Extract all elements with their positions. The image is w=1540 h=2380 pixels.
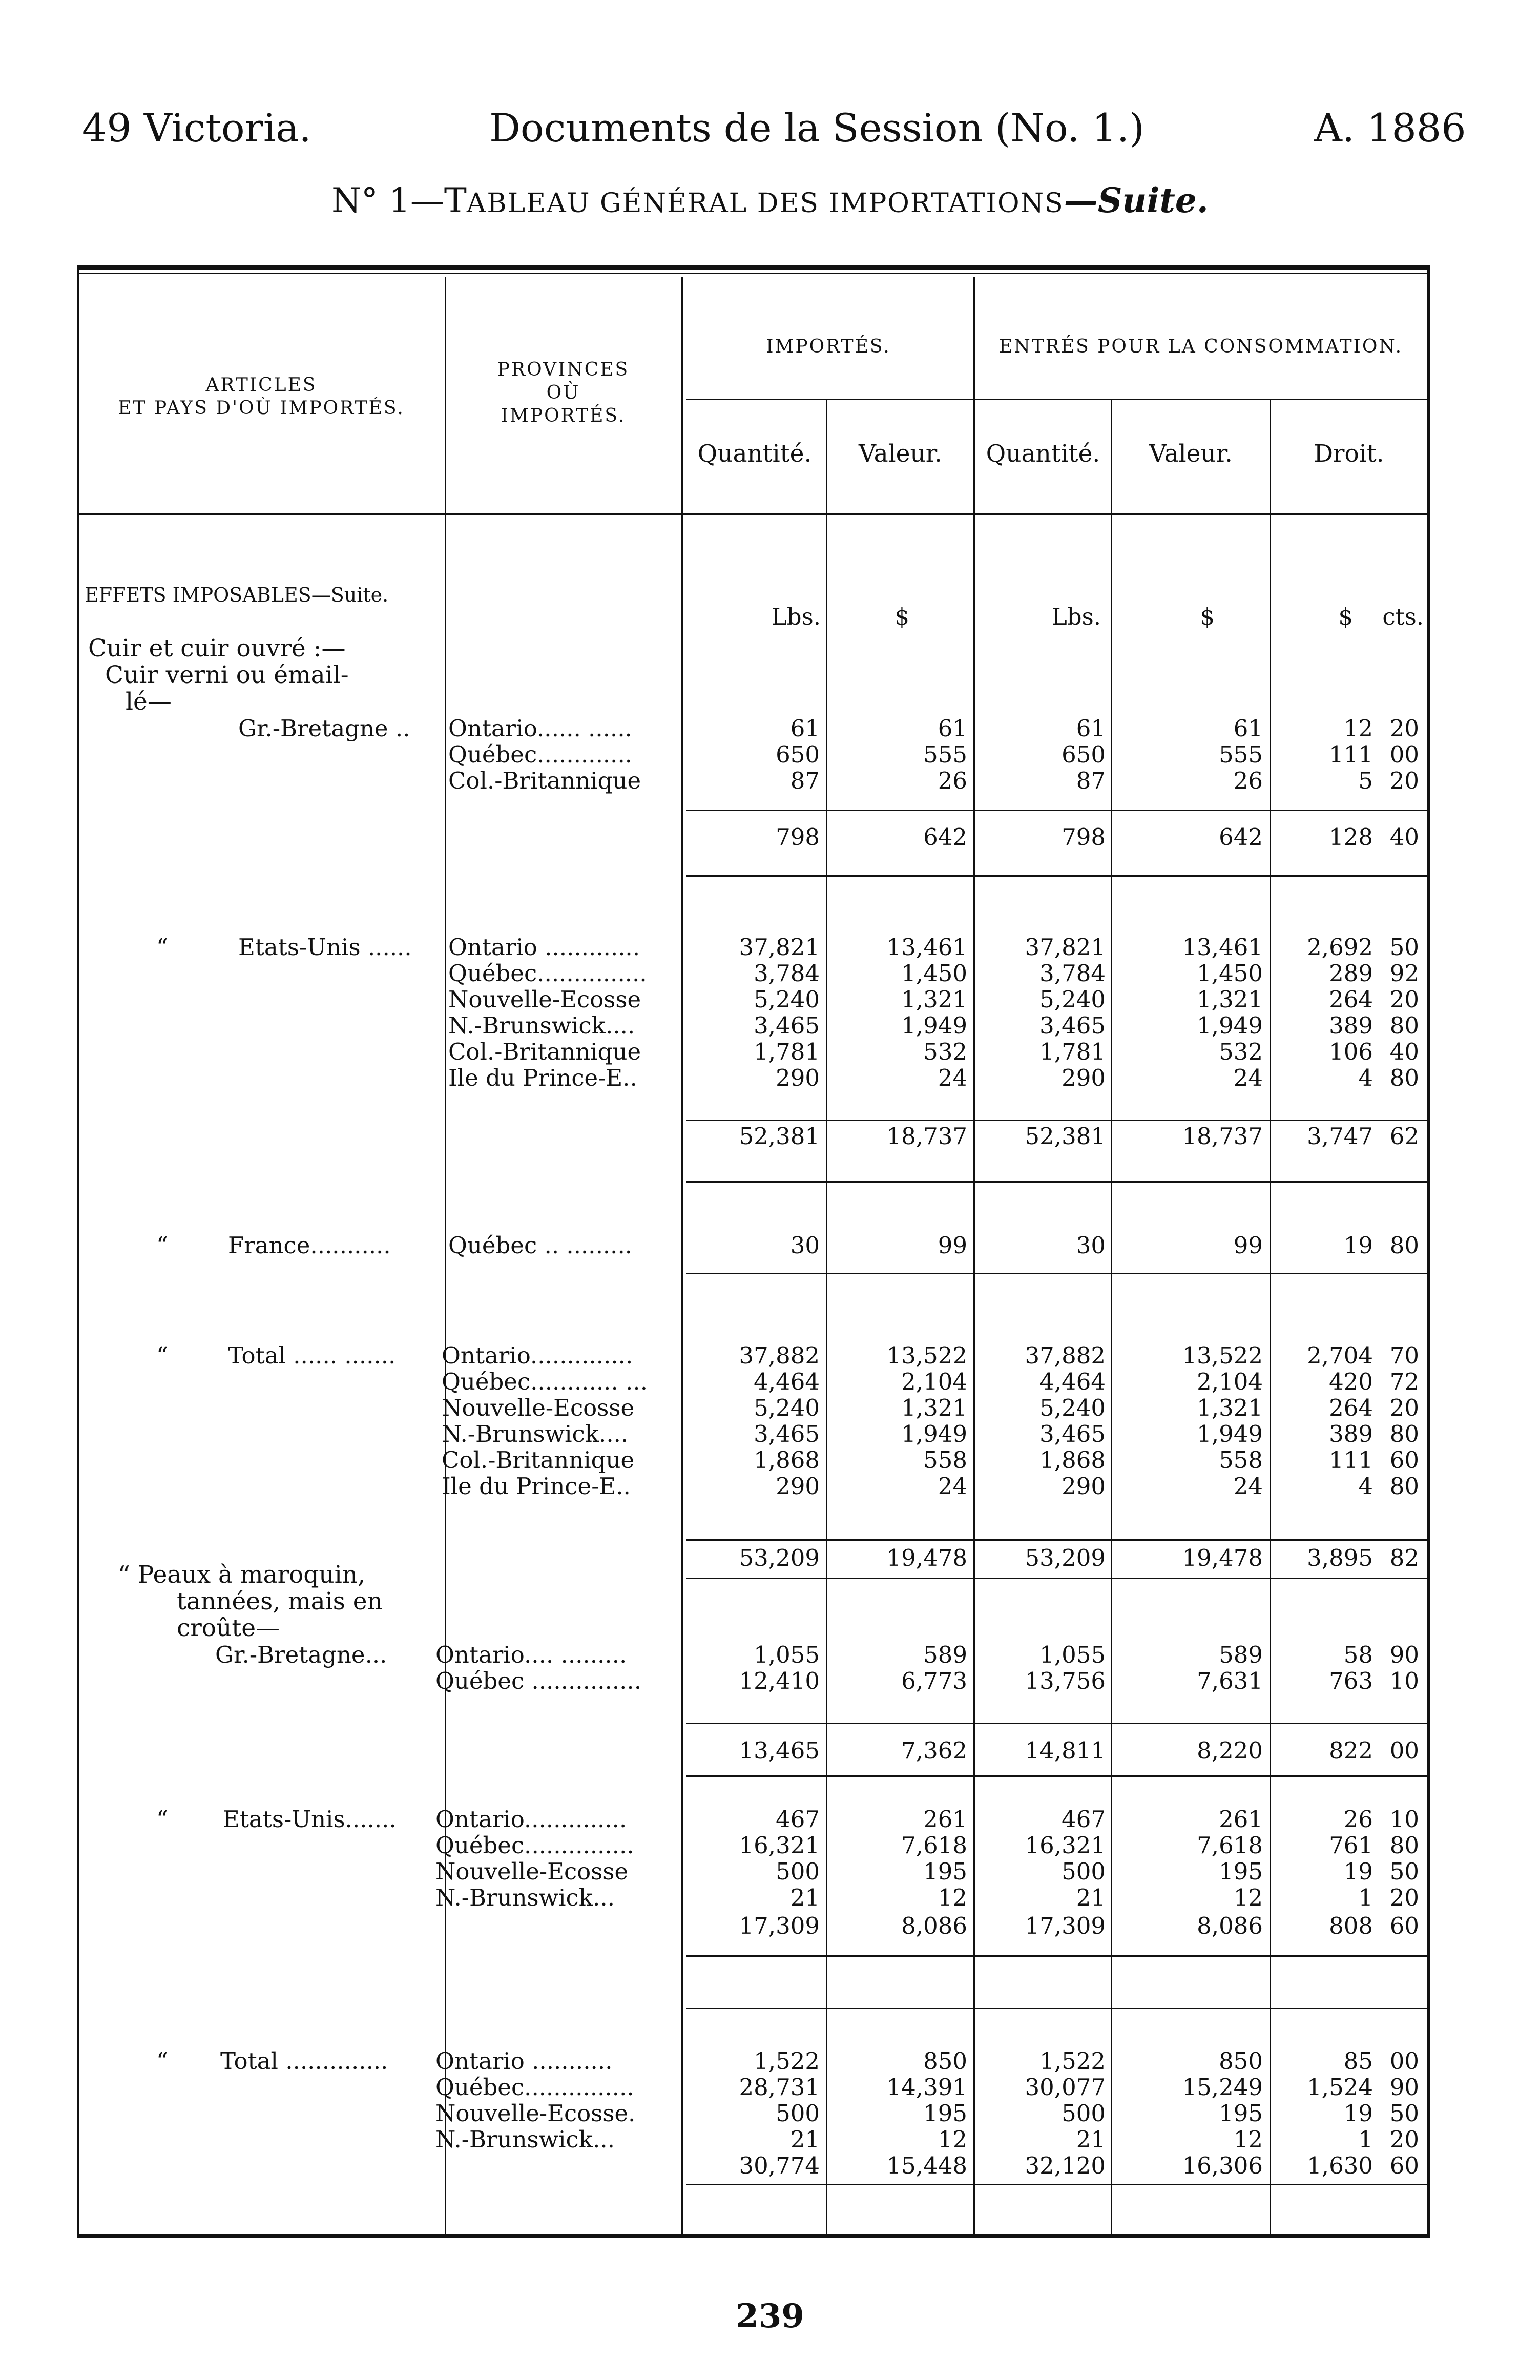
province-cell: Québec.............: [448, 741, 633, 768]
value-cell-q2: 61: [1076, 715, 1106, 742]
value-cell-d1: 389: [1329, 1012, 1373, 1039]
unit-v2: $: [1200, 603, 1215, 630]
value-cell-q1: 3,465: [754, 1012, 820, 1039]
province-cell: Ontario.... .........: [435, 1641, 627, 1668]
value-cell-d2: 20: [1389, 2126, 1419, 2153]
section-cuir: Cuir et cuir ouvré :—: [88, 634, 346, 663]
value-cell-d1: 264: [1329, 986, 1373, 1013]
total-cell-q2: 17,309: [1025, 1912, 1106, 1939]
value-cell-q1: 1,781: [754, 1038, 820, 1065]
province-cell: N.-Brunswick....: [442, 1420, 629, 1447]
col-entres: ENTRÉS POUR LA CONSOMMATION.: [998, 336, 1403, 357]
total-cell-v1: 18,737: [886, 1123, 967, 1150]
value-cell-d2: 80: [1389, 1473, 1419, 1500]
value-cell-q2: 5,240: [1039, 1394, 1106, 1421]
total-cell-v1: 15,448: [886, 2152, 967, 2179]
value-cell-q1: 21: [790, 2126, 820, 2153]
value-cell-d1: 1: [1358, 1884, 1373, 1911]
col-quantite-2: Quantité.: [986, 440, 1100, 468]
total-cell-q1: 53,209: [739, 1544, 820, 1571]
value-cell-d2: 20: [1389, 1884, 1419, 1911]
value-cell-v1: 261: [923, 1806, 967, 1833]
total-cell-v2: 19,478: [1182, 1544, 1263, 1571]
value-cell-v2: 13,461: [1182, 934, 1263, 961]
value-cell-d1: 420: [1329, 1368, 1373, 1395]
value-cell-q2: 21: [1076, 1884, 1106, 1911]
value-cell-v2: 13,522: [1182, 1342, 1263, 1369]
section-verni-1: Cuir verni ou émail-: [105, 661, 349, 689]
value-cell-q2: 500: [1062, 2100, 1106, 2127]
col-articles-2: ET PAYS D'OÙ IMPORTÉS.: [118, 398, 405, 419]
value-cell-q2: 1,781: [1039, 1038, 1106, 1065]
value-cell-d1: 111: [1329, 1446, 1373, 1474]
table-subtitle: [0, 180, 1540, 220]
value-cell-v1: 1,321: [901, 1394, 967, 1421]
value-cell-v1: 1,949: [901, 1012, 967, 1039]
value-cell-v2: 99: [1233, 1232, 1263, 1259]
value-cell-v1: 1,949: [901, 1420, 967, 1447]
value-cell-d1: 19: [1343, 1858, 1373, 1885]
value-cell-q2: 30,077: [1025, 2074, 1106, 2101]
value-cell-d2: 50: [1389, 1858, 1419, 1885]
value-cell-q1: 290: [776, 1473, 820, 1500]
value-cell-d1: 389: [1329, 1420, 1373, 1447]
province-cell: N.-Brunswick....: [448, 1012, 635, 1039]
value-cell-v2: 1,321: [1197, 986, 1263, 1013]
value-cell-q1: 28,731: [739, 2074, 820, 2101]
value-cell-q2: 290: [1062, 1064, 1106, 1091]
total-cell-v1: 642: [923, 823, 967, 851]
value-cell-d1: 4: [1358, 1473, 1373, 1500]
value-cell-q1: 16,321: [739, 1832, 820, 1859]
col-valeur-2: Valeur.: [1149, 440, 1233, 468]
col-provinces-3: IMPORTÉS.: [501, 405, 626, 426]
value-cell-q2: 37,821: [1025, 934, 1106, 961]
value-cell-d2: 92: [1389, 960, 1419, 987]
value-cell-d1: 1: [1358, 2126, 1373, 2153]
subtitle-caps: ABLEAU GÉNÉRAL DES IMPORTATIONS: [466, 188, 1064, 219]
value-cell-d2: 72: [1389, 1368, 1419, 1395]
value-cell-q2: 87: [1076, 767, 1106, 794]
total-cell-v1: 8,086: [901, 1912, 967, 1939]
value-cell-q1: 4,464: [754, 1368, 820, 1395]
total-cell-q1: 52,381: [739, 1123, 820, 1150]
value-cell-d1: 106: [1329, 1038, 1373, 1065]
value-cell-q1: 650: [776, 741, 820, 768]
value-cell-q2: 467: [1062, 1806, 1106, 1833]
value-cell-v2: 12: [1233, 1884, 1263, 1911]
province-cell: Nouvelle-Ecosse.: [435, 2100, 636, 2127]
unit-q2: Lbs.: [1051, 603, 1101, 630]
value-cell-v1: 12: [938, 2126, 967, 2153]
province-cell: Ile du Prince-E..: [442, 1473, 631, 1500]
value-cell-d1: 12: [1343, 715, 1373, 742]
value-cell-d2: 20: [1389, 1394, 1419, 1421]
value-cell-v1: 195: [923, 2100, 967, 2127]
value-cell-q2: 16,321: [1025, 1832, 1106, 1859]
col-importes: IMPORTÉS.: [766, 336, 891, 357]
value-cell-q2: 1,055: [1039, 1641, 1106, 1668]
value-cell-q1: 12,410: [739, 1667, 820, 1694]
col-droit: Droit.: [1314, 440, 1384, 468]
province-cell: Nouvelle-Ecosse: [448, 986, 641, 1013]
value-cell-v2: 850: [1219, 2047, 1263, 2075]
value-cell-q1: 5,240: [754, 986, 820, 1013]
province-cell: Col.-Britannique: [442, 1446, 635, 1474]
total-cell-d2: 62: [1389, 1123, 1419, 1150]
value-cell-q1: 5,240: [754, 1394, 820, 1421]
header-center: Documents de la Session (No. 1.): [489, 105, 1144, 151]
section-peaux-3: croûte—: [177, 1614, 280, 1642]
value-cell-q1: 37,882: [739, 1342, 820, 1369]
value-cell-q2: 1,522: [1039, 2047, 1106, 2075]
value-cell-v2: 24: [1233, 1473, 1263, 1500]
value-cell-d1: 4: [1358, 1064, 1373, 1091]
total-cell-v2: 18,737: [1182, 1123, 1263, 1150]
group-label: Gr.-Bretagne ..: [238, 715, 410, 742]
value-cell-d2: 80: [1389, 1232, 1419, 1259]
header-left: 49 Victoria.: [82, 105, 311, 151]
province-cell: Ontario..............: [442, 1342, 633, 1369]
value-cell-q2: 290: [1062, 1473, 1106, 1500]
value-cell-d2: 50: [1389, 934, 1419, 961]
province-cell: Ontario ...........: [435, 2047, 613, 2075]
value-cell-d2: 40: [1389, 1038, 1419, 1065]
value-cell-d2: 20: [1389, 986, 1419, 1013]
total-cell-d1: 3,895: [1307, 1544, 1373, 1571]
value-cell-q1: 1,055: [754, 1641, 820, 1668]
col-valeur: Valeur.: [858, 440, 942, 468]
header-right: A. 1886: [1314, 105, 1466, 151]
value-cell-q1: 87: [790, 767, 820, 794]
value-cell-d2: 00: [1389, 741, 1419, 768]
total-cell-q2: 798: [1062, 823, 1106, 851]
value-cell-v2: 12: [1233, 2126, 1263, 2153]
value-cell-v1: 14,391: [886, 2074, 967, 2101]
value-cell-d1: 58: [1343, 1641, 1373, 1668]
total-cell-d1: 1,630: [1307, 2152, 1373, 2179]
value-cell-v2: 61: [1233, 715, 1263, 742]
group-quote: “: [156, 1342, 169, 1369]
total-cell-d1: 128: [1329, 823, 1373, 851]
unit-droit-cents: cts.: [1382, 603, 1424, 630]
value-cell-d1: 19: [1343, 2100, 1373, 2127]
unit-q1: Lbs.: [771, 603, 821, 630]
value-cell-d2: 80: [1389, 1012, 1419, 1039]
value-cell-d2: 80: [1389, 1420, 1419, 1447]
value-cell-q2: 30: [1076, 1232, 1106, 1259]
col-articles-1: ARTICLES: [205, 375, 317, 396]
value-cell-d2: 60: [1389, 1446, 1419, 1474]
value-cell-d1: 5: [1358, 767, 1373, 794]
value-cell-v1: 12: [938, 1884, 967, 1911]
value-cell-q1: 500: [776, 2100, 820, 2127]
section-verni-2: lé—: [126, 688, 172, 716]
value-cell-v2: 1,949: [1197, 1012, 1263, 1039]
group-label: Total ...... .......: [228, 1342, 396, 1369]
value-cell-d1: 2,692: [1307, 934, 1373, 961]
value-cell-v2: 589: [1219, 1641, 1263, 1668]
value-cell-v1: 589: [923, 1641, 967, 1668]
value-cell-q1: 1,868: [754, 1446, 820, 1474]
value-cell-v1: 7,618: [901, 1832, 967, 1859]
total-cell-v2: 642: [1219, 823, 1263, 851]
value-cell-d1: 264: [1329, 1394, 1373, 1421]
value-cell-v2: 1,949: [1197, 1420, 1263, 1447]
value-cell-d2: 80: [1389, 1832, 1419, 1859]
value-cell-q2: 3,465: [1039, 1420, 1106, 1447]
value-cell-v2: 7,631: [1197, 1667, 1263, 1694]
value-cell-d2: 50: [1389, 2100, 1419, 2127]
total-cell-q2: 52,381: [1025, 1123, 1106, 1150]
group-quote: “: [156, 1232, 169, 1259]
subtitle-suffix: —Suite.: [1064, 180, 1209, 220]
province-cell: N.-Brunswick...: [435, 2126, 615, 2153]
value-cell-q2: 5,240: [1039, 986, 1106, 1013]
value-cell-d2: 90: [1389, 1641, 1419, 1668]
value-cell-d1: 19: [1343, 1232, 1373, 1259]
province-cell: Québec...............: [448, 960, 647, 987]
value-cell-v1: 61: [938, 715, 967, 742]
value-cell-d1: 85: [1343, 2047, 1373, 2075]
value-cell-d1: 1,524: [1307, 2074, 1373, 2101]
province-cell: Québec............ ...: [442, 1368, 648, 1395]
value-cell-d1: 111: [1329, 741, 1373, 768]
value-cell-v2: 558: [1219, 1446, 1263, 1474]
total-cell-q1: 13,465: [739, 1737, 820, 1764]
total-cell-q2: 14,811: [1025, 1737, 1106, 1764]
value-cell-v2: 195: [1219, 2100, 1263, 2127]
value-cell-v2: 555: [1219, 741, 1263, 768]
total-cell-v2: 8,086: [1197, 1912, 1263, 1939]
value-cell-v2: 261: [1219, 1806, 1263, 1833]
value-cell-q2: 4,464: [1039, 1368, 1106, 1395]
group-label: Gr.-Bretagne...: [215, 1641, 387, 1668]
value-cell-q1: 3,465: [754, 1420, 820, 1447]
value-cell-v2: 1,450: [1197, 960, 1263, 987]
total-cell-d1: 822: [1329, 1737, 1373, 1764]
value-cell-v2: 195: [1219, 1858, 1263, 1885]
value-cell-q1: 467: [776, 1806, 820, 1833]
value-cell-d1: 761: [1329, 1832, 1373, 1859]
col-provinces-1: PROVINCES: [497, 359, 630, 380]
group-label: France...........: [228, 1232, 391, 1259]
province-cell: Québec .. .........: [448, 1232, 633, 1259]
value-cell-q1: 1,522: [754, 2047, 820, 2075]
group-quote: “: [156, 1806, 169, 1833]
value-cell-v2: 7,618: [1197, 1832, 1263, 1859]
value-cell-q2: 500: [1062, 1858, 1106, 1885]
value-cell-v1: 558: [923, 1446, 967, 1474]
province-cell: Ile du Prince-E..: [448, 1064, 637, 1091]
value-cell-d1: 26: [1343, 1806, 1373, 1833]
group-quote: “: [156, 934, 169, 961]
value-cell-d1: 2,704: [1307, 1342, 1373, 1369]
value-cell-v1: 13,461: [886, 934, 967, 961]
province-cell: Québec...............: [435, 2074, 634, 2101]
total-cell-q1: 30,774: [739, 2152, 820, 2179]
subtitle-prefix: N° 1—T: [331, 181, 467, 220]
value-cell-d2: 10: [1389, 1806, 1419, 1833]
value-cell-d2: 00: [1389, 2047, 1419, 2075]
total-cell-v1: 7,362: [901, 1737, 967, 1764]
province-cell: Québec ...............: [435, 1667, 642, 1694]
unit-v1: $: [894, 603, 909, 630]
value-cell-q1: 61: [790, 715, 820, 742]
group-quote: “: [156, 2047, 169, 2075]
province-cell: Ontario...... ......: [448, 715, 632, 742]
page-number: 239: [736, 2297, 804, 2335]
total-cell-v2: 16,306: [1182, 2152, 1263, 2179]
total-cell-d1: 3,747: [1307, 1123, 1373, 1150]
value-cell-v1: 1,450: [901, 960, 967, 987]
value-cell-q1: 37,821: [739, 934, 820, 961]
value-cell-d2: 20: [1389, 767, 1419, 794]
value-cell-v2: 532: [1219, 1038, 1263, 1065]
value-cell-q2: 21: [1076, 2126, 1106, 2153]
value-cell-q2: 1,868: [1039, 1446, 1106, 1474]
province-cell: Québec...............: [435, 1832, 634, 1859]
value-cell-v1: 850: [923, 2047, 967, 2075]
province-cell: Nouvelle-Ecosse: [442, 1394, 635, 1421]
total-cell-d2: 40: [1389, 823, 1419, 851]
total-cell-v1: 19,478: [886, 1544, 967, 1571]
value-cell-v1: 532: [923, 1038, 967, 1065]
value-cell-q1: 290: [776, 1064, 820, 1091]
value-cell-q2: 650: [1062, 741, 1106, 768]
total-cell-d2: 60: [1389, 2152, 1419, 2179]
value-cell-q2: 3,784: [1039, 960, 1106, 987]
unit-droit-dollar: $: [1338, 603, 1353, 630]
value-cell-v1: 26: [938, 767, 967, 794]
total-cell-q2: 32,120: [1025, 2152, 1106, 2179]
value-cell-v2: 2,104: [1197, 1368, 1263, 1395]
total-cell-d2: 00: [1389, 1737, 1419, 1764]
value-cell-d2: 80: [1389, 1064, 1419, 1091]
value-cell-q1: 3,784: [754, 960, 820, 987]
value-cell-v2: 15,249: [1182, 2074, 1263, 2101]
value-cell-v1: 24: [938, 1473, 967, 1500]
value-cell-d1: 289: [1329, 960, 1373, 987]
value-cell-v2: 24: [1233, 1064, 1263, 1091]
province-cell: Nouvelle-Ecosse: [435, 1858, 629, 1885]
value-cell-v2: 26: [1233, 767, 1263, 794]
total-cell-v2: 8,220: [1197, 1737, 1263, 1764]
total-cell-d2: 82: [1389, 1544, 1419, 1571]
value-cell-q2: 37,882: [1025, 1342, 1106, 1369]
group-label: Etats-Unis.......: [223, 1806, 397, 1833]
total-cell-q2: 53,209: [1025, 1544, 1106, 1571]
province-cell: Ontario .............: [448, 934, 640, 961]
value-cell-d2: 10: [1389, 1667, 1419, 1694]
value-cell-v2: 1,321: [1197, 1394, 1263, 1421]
value-cell-v1: 6,773: [901, 1667, 967, 1694]
province-cell: Col.-Britannique: [448, 767, 641, 794]
value-cell-v1: 2,104: [901, 1368, 967, 1395]
col-quantite: Quantité.: [697, 440, 812, 468]
section-peaux-1: “ Peaux à maroquin,: [118, 1561, 365, 1589]
total-cell-q1: 798: [776, 823, 820, 851]
value-cell-d2: 90: [1389, 2074, 1419, 2101]
value-cell-d2: 20: [1389, 715, 1419, 742]
value-cell-q2: 3,465: [1039, 1012, 1106, 1039]
value-cell-q1: 500: [776, 1858, 820, 1885]
value-cell-v1: 99: [938, 1232, 967, 1259]
value-cell-v1: 1,321: [901, 986, 967, 1013]
value-cell-d2: 70: [1389, 1342, 1419, 1369]
value-cell-v1: 195: [923, 1858, 967, 1885]
value-cell-q2: 13,756: [1025, 1667, 1106, 1694]
value-cell-d1: 763: [1329, 1667, 1373, 1694]
value-cell-v1: 13,522: [886, 1342, 967, 1369]
group-label: Etats-Unis ......: [238, 934, 412, 961]
total-cell-d1: 808: [1329, 1912, 1373, 1939]
value-cell-q1: 21: [790, 1884, 820, 1911]
value-cell-v1: 555: [923, 741, 967, 768]
province-cell: N.-Brunswick...: [435, 1884, 615, 1911]
group-label: Total ..............: [220, 2047, 388, 2075]
section-peaux-2: tannées, mais en: [177, 1587, 383, 1616]
section-effets: EFFETS IMPOSABLES—Suite.: [85, 584, 389, 606]
value-cell-v1: 24: [938, 1064, 967, 1091]
province-cell: Ontario..............: [435, 1806, 627, 1833]
total-cell-d2: 60: [1389, 1912, 1419, 1939]
total-cell-q1: 17,309: [739, 1912, 820, 1939]
col-provinces-2: OÙ: [546, 382, 580, 403]
value-cell-q1: 30: [790, 1232, 820, 1259]
province-cell: Col.-Britannique: [448, 1038, 641, 1065]
